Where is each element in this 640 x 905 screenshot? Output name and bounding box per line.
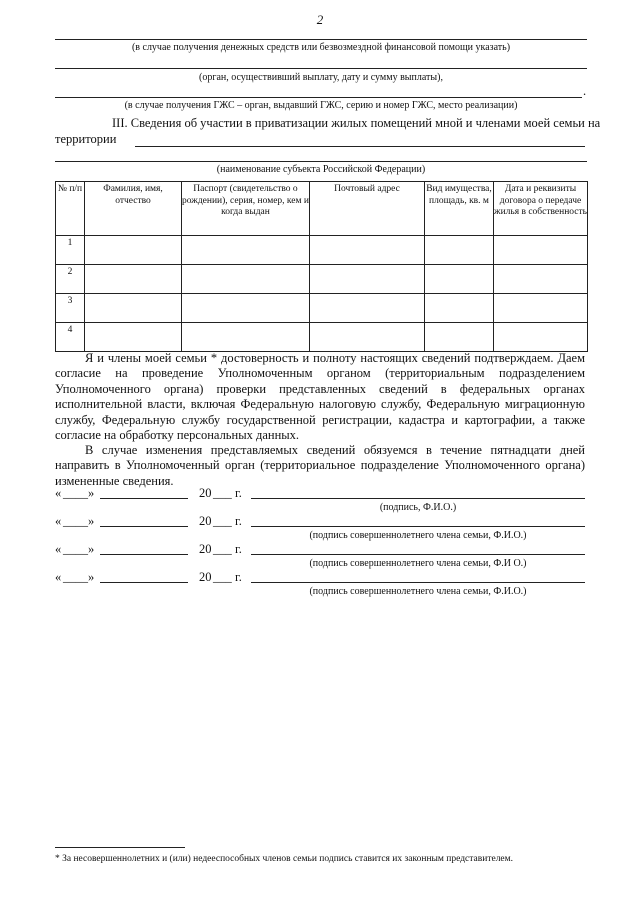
close-quote: » <box>88 486 95 500</box>
table-cell-contract[interactable] <box>494 294 588 323</box>
table-cell-property[interactable] <box>425 294 494 323</box>
territory-fill-line[interactable] <box>135 146 585 147</box>
table-cell-address[interactable] <box>310 265 425 294</box>
region-fill-line[interactable] <box>55 161 587 162</box>
signature-caption: (подпись совершеннолетнего члена семьи, Ф.И.О.) <box>309 586 527 597</box>
table-cell-passport[interactable] <box>182 236 310 265</box>
row-number: 2 <box>56 265 85 294</box>
caption-payment-org <box>55 72 587 84</box>
table-cell-address[interactable] <box>310 294 425 323</box>
caption-gzhs: (в случае получения ГЖС – орган, выдавший ГЖС, серию и номер ГЖС, место реализации) <box>124 100 518 111</box>
table-cell-passport[interactable] <box>182 294 310 323</box>
table-cell-contract[interactable] <box>494 236 588 265</box>
form-fill-line-3[interactable] <box>55 97 582 98</box>
row-number: 3 <box>56 294 85 323</box>
month-field[interactable] <box>100 526 188 527</box>
close-quote: » <box>88 514 95 528</box>
day-field[interactable]: ____ <box>63 514 88 528</box>
obligation-paragraph <box>55 443 585 489</box>
table-header-row <box>56 182 588 236</box>
year-field[interactable]: ___ <box>213 570 232 584</box>
table-cell-property[interactable] <box>425 323 494 352</box>
year-field[interactable]: ___ <box>213 514 232 528</box>
section3-heading: III. Сведения об участии в приватизации жилых помещений мной и членами моей семьи на <box>112 116 601 130</box>
consent-paragraph-text: Я и члены моей семьи * достоверность и полноту настоящих сведений подтверждаем. Даем согласие на проведение Уполномоченным органом (территориальным подразделением Уполномоченного органа) проверки представленных сведений в федеральных органах исполнительной власти, включая Федеральную налоговую службу, Федеральную миграционную службу, Федеральную службу государственной регистрации, кадастра и картографии, а также согласие на обработку персональных данных. <box>55 351 585 443</box>
month-field[interactable] <box>100 582 188 583</box>
table-cell-name[interactable] <box>85 294 182 323</box>
form-fill-line-1[interactable] <box>55 39 587 40</box>
year-suffix: г. <box>235 514 242 528</box>
footnote: * За несовершеннолетних и (или) недееспособных членов семьи подпись ставится их законным представителем. <box>55 854 514 864</box>
year-prefix: 20 <box>199 486 212 500</box>
col-header-property: Вид имущества, площадь, кв. м <box>425 182 494 236</box>
year-field[interactable]: ___ <box>213 486 232 500</box>
col-header-number: № п/п <box>56 182 85 236</box>
table-cell-name[interactable] <box>85 323 182 352</box>
table-cell-contract[interactable] <box>494 323 588 352</box>
year-suffix: г. <box>235 486 242 500</box>
table-cell-property[interactable] <box>425 265 494 294</box>
form-fill-line-2[interactable] <box>55 68 587 69</box>
day-field[interactable]: ____ <box>63 486 88 500</box>
signature-caption: (подпись, Ф.И.О.) <box>379 502 457 513</box>
col-header-name: Фамилия, имя, отчество <box>85 182 182 236</box>
open-quote: « <box>55 486 62 500</box>
year-suffix: г. <box>235 542 242 556</box>
col-header-address: Почтовый адрес <box>310 182 425 236</box>
footnote-rule <box>55 847 185 848</box>
month-field[interactable] <box>100 498 188 499</box>
year-suffix: г. <box>235 570 242 584</box>
year-prefix: 20 <box>199 542 212 556</box>
table-cell-name[interactable] <box>85 265 182 294</box>
open-quote: « <box>55 542 62 556</box>
row-number: 4 <box>56 323 85 352</box>
signature-caption: (подпись совершеннолетнего члена семьи, Ф.И.О.) <box>309 530 527 541</box>
row-number: 1 <box>56 236 85 265</box>
caption-region: (наименование субъекта Российской Федерации) <box>216 164 426 175</box>
table-cell-address[interactable] <box>310 236 425 265</box>
year-prefix: 20 <box>199 514 212 528</box>
col-header-passport: Паспорт (свидетельство о рождении), серия, номер, кем и когда выдан <box>182 182 310 236</box>
section3-heading-territory: территории <box>55 132 117 146</box>
signature-field[interactable] <box>251 554 585 555</box>
table-cell-contract[interactable] <box>494 265 588 294</box>
signature-caption: (подпись совершеннолетнего члена семьи, Ф.И О.) <box>309 558 527 569</box>
year-field[interactable]: ___ <box>213 542 232 556</box>
table-row <box>56 236 588 265</box>
col-header-contract: Дата и реквизиты договора о передаче жилья в собственность <box>494 182 588 236</box>
day-field[interactable]: ____ <box>63 542 88 556</box>
table-cell-property[interactable] <box>425 236 494 265</box>
table-cell-passport[interactable] <box>182 265 310 294</box>
page-number: 2 <box>316 12 324 27</box>
table-cell-name[interactable] <box>85 236 182 265</box>
signature-field[interactable] <box>251 526 585 527</box>
table-cell-passport[interactable] <box>182 323 310 352</box>
table-row <box>56 294 588 323</box>
day-field[interactable]: ____ <box>63 570 88 584</box>
signature-field[interactable] <box>251 498 585 499</box>
caption-money-help: (в случае получения денежных средств или безвозмездной финансовой помощи указать) <box>131 42 511 53</box>
signature-row-2 <box>55 514 587 530</box>
year-prefix: 20 <box>199 570 212 584</box>
signature-row-4 <box>55 570 587 586</box>
caption-payment-org-comma: , <box>440 72 443 83</box>
signature-row-1 <box>55 486 587 502</box>
table-row <box>56 265 588 294</box>
signature-field[interactable] <box>251 582 585 583</box>
open-quote: « <box>55 570 62 584</box>
line-end-period: . <box>583 84 587 98</box>
close-quote: » <box>88 570 95 584</box>
table-cell-address[interactable] <box>310 323 425 352</box>
open-quote: « <box>55 514 62 528</box>
month-field[interactable] <box>100 554 188 555</box>
obligation-paragraph-text: В случае изменения представляемых сведений обязуемся в течение пятнадцати дней направить в Уполномоченный орган (территориальное подразделение Уполномоченного органа) измененные сведения. <box>55 443 585 488</box>
signature-row-3 <box>55 542 587 558</box>
table-row <box>56 323 588 352</box>
close-quote: » <box>88 542 95 556</box>
consent-paragraph <box>55 351 585 443</box>
caption-payment-org-text: (орган, осуществивший выплату, дату и сумму выплаты) <box>199 72 441 83</box>
privatization-table <box>55 181 588 352</box>
